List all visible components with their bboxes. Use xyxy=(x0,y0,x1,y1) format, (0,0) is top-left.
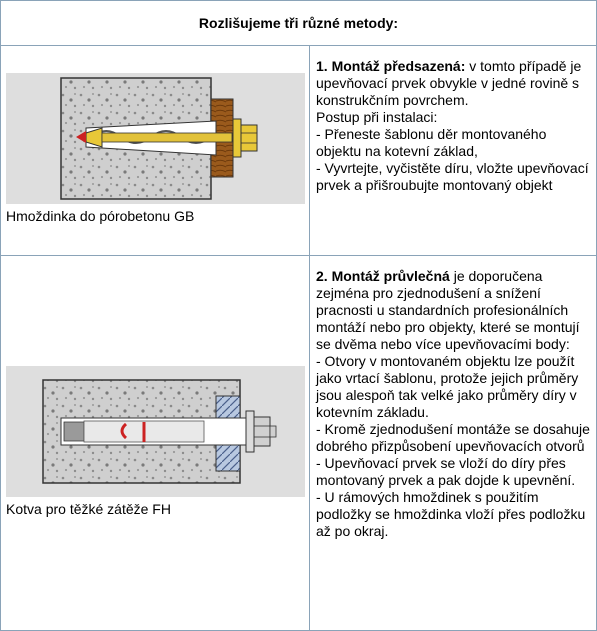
aerated-concrete-anchor-icon xyxy=(6,73,305,204)
method-intro: v tomto případě je upevňovací prvek obvykle v jedné rovině s konstrukčním povrchem. xyxy=(316,58,582,108)
description-cell xyxy=(311,46,596,255)
gb-anchor-illustration xyxy=(6,73,305,204)
fh-anchor-illustration xyxy=(6,366,305,497)
method-description xyxy=(316,58,594,194)
image-cell xyxy=(1,256,310,630)
method-line: Postup při instalaci: xyxy=(316,109,438,125)
method-line: - Otvory v montovaném objektu lze použít jako vrtací šablonu, protože jejich průměry jsou alespoň tak velké jako průměry díry v kotevním základu. xyxy=(316,353,579,420)
method-heading: 1. Montáž předsazená: xyxy=(316,58,466,74)
method-line: - Upevňovací prvek se vloží do díry přes montovaný prvek a pak dojde k upevnění. xyxy=(316,455,576,488)
description-cell xyxy=(311,256,596,630)
method-line: - Vyvrtejte, vyčistěte díru, vložte upevňovací prvek a přišroubujte montovaný objekt xyxy=(316,160,589,193)
table-row xyxy=(1,256,596,630)
method-heading: 2. Montáž průvlečná xyxy=(316,268,450,284)
method-description xyxy=(316,268,594,540)
image-cell xyxy=(1,46,310,255)
table-row xyxy=(1,46,596,256)
image-caption: Hmoždinka do pórobetonu GB xyxy=(6,208,195,224)
heavy-duty-anchor-icon xyxy=(6,366,305,497)
image-caption: Kotva pro těžké zátěže FH xyxy=(6,501,171,517)
method-line: - Kromě zjednodušení montáže se dosahuje dobrého přizpůsobení upevňovacích otvorů xyxy=(316,421,590,454)
method-line: - U rámových hmoždinek s použitím podložky se hmoždinka vloží přes podložku až po okraj. xyxy=(316,489,586,539)
method-intro: je doporučena zejména pro zjednodušení a snížení pracnosti u standardních profesionálních montáží nebo pro objekty, které se montují se dvěma nebo více upevňovacími body: xyxy=(316,268,580,352)
method-line: - Přeneste šablonu děr montovaného objektu na kotevní základ, xyxy=(316,126,547,159)
table-header: Rozlišujeme tři různé metody: xyxy=(1,1,596,46)
